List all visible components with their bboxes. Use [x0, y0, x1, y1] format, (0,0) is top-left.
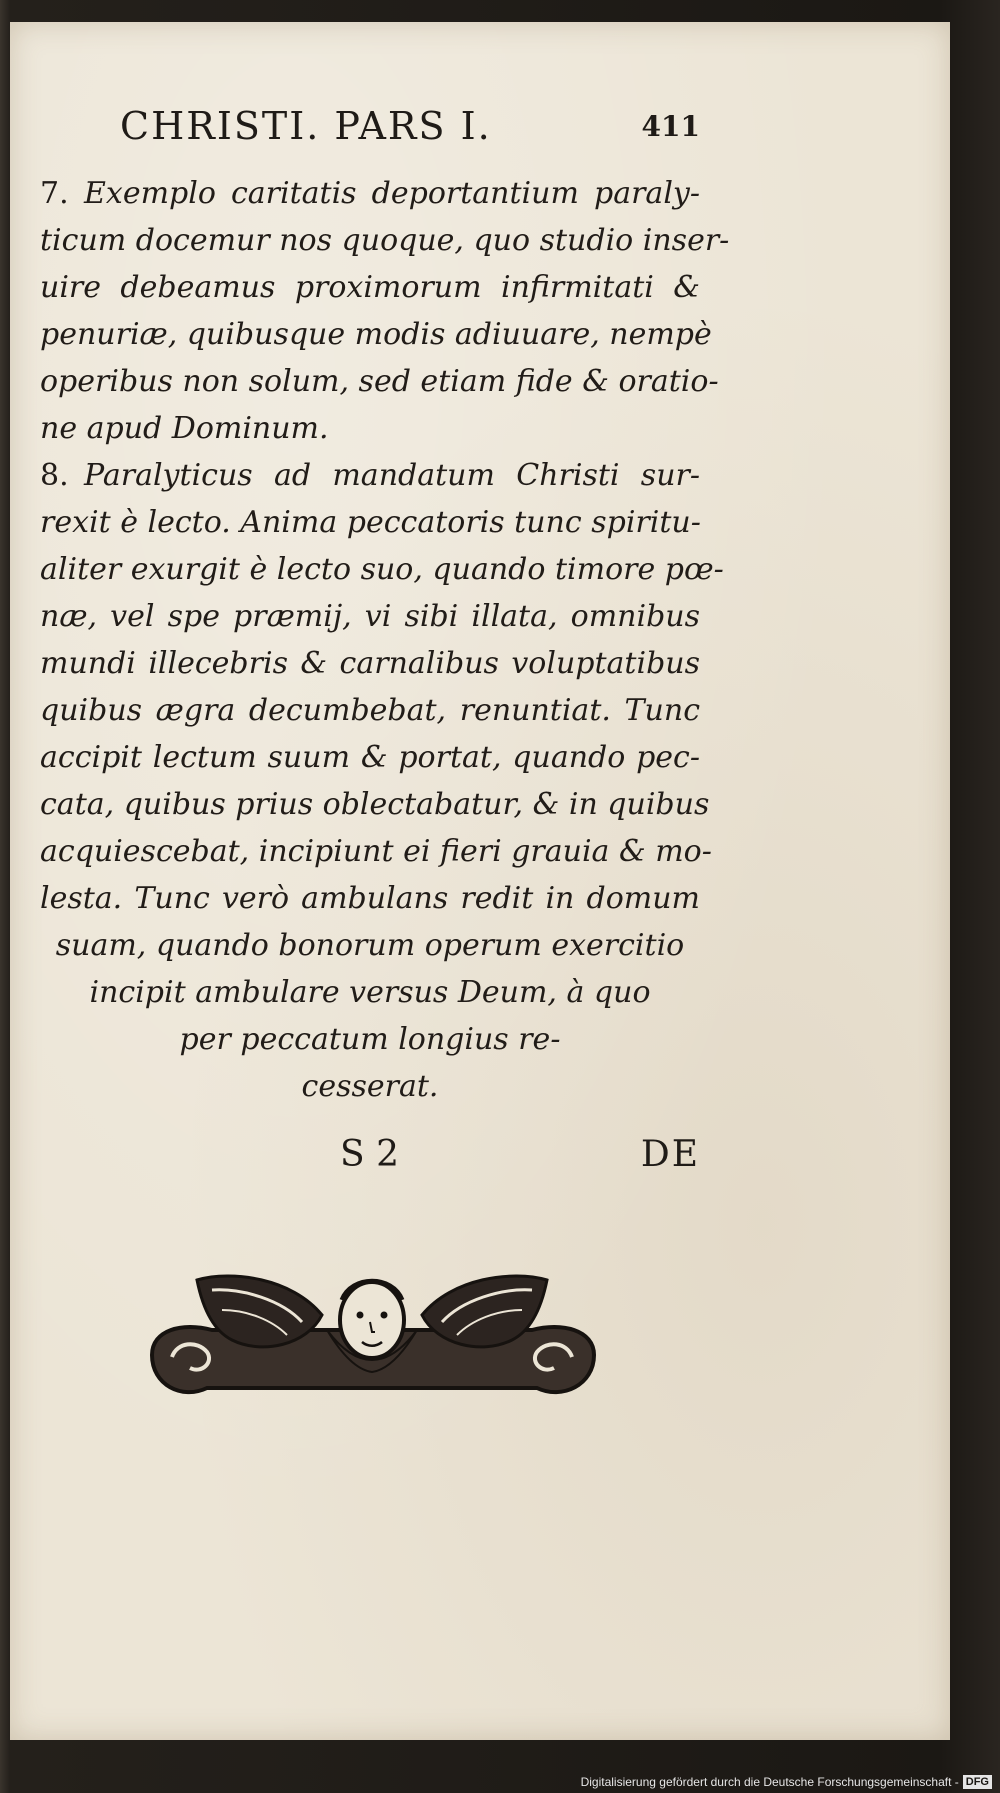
paragraph-7: [40, 170, 730, 452]
text-line: rexit è lecto. Anima peccatoris tunc spiritu-: [40, 505, 701, 540]
text-line: lesta. Tunc verò ambulans redit in domum: [40, 881, 700, 916]
text-line: ne apud Dominum.: [40, 411, 329, 446]
text-line: 8. Paralyticus ad mandatum Christi sur-: [40, 452, 700, 499]
folio-number: 411: [641, 110, 700, 143]
body-text: [40, 170, 730, 1110]
paragraph-number: 7.: [40, 176, 69, 211]
text-line: ticum docemur nos quoque, quo studio inser-: [40, 223, 730, 258]
catchword: DE: [640, 1134, 700, 1175]
text-line: penuriæ, quibusque modis adiuuare, nempè: [40, 317, 712, 352]
signature-mark: S 2: [340, 1134, 400, 1175]
text-line: operibus non solum, sed etiam fide & oratio-: [40, 364, 719, 399]
text-line: quibus ægra decumbebat, renuntiat. Tunc: [40, 693, 700, 728]
taper-line: incipit ambulare versus Deum, à quo: [89, 975, 651, 1010]
running-head: CHRISTI. PARS I.: [120, 104, 492, 148]
digitization-credit: [581, 1775, 992, 1789]
dfg-logo: DFG: [963, 1775, 992, 1789]
cherub-head-scroll-ornament-icon: [142, 1260, 602, 1410]
page-header: [120, 104, 700, 164]
text-line: acquiescebat, incipiunt ei fieri grauia & mo-: [40, 834, 712, 869]
taper-line: per peccatum longius re-: [179, 1022, 561, 1057]
signature-line: [340, 1134, 700, 1184]
text-line: 7. Exemplo caritatis deportantium paraly-: [40, 170, 700, 217]
credit-text: Digitalisierung gefördert durch die Deutsche Forschungsgemeinschaft -: [580, 1775, 959, 1789]
paragraph-8: [40, 452, 724, 1110]
paragraph-number: 8.: [40, 458, 69, 493]
text-line: næ, vel spe præmij, vi sibi illata, omnibus: [40, 599, 700, 634]
text-line: cata, quibus prius oblectabatur, & in quibus: [40, 787, 710, 822]
taper-line: suam, quando bonorum operum exercitio: [55, 928, 685, 963]
book-page: [10, 22, 950, 1740]
text-line: accipit lectum suum & portat, quando pec-: [40, 740, 700, 775]
text-line: mundi illecebris & carnalibus voluptatibus: [40, 646, 700, 681]
taper-line: cesserat.: [301, 1069, 439, 1104]
text-line: uire debeamus proximorum infirmitati &: [40, 270, 700, 305]
text-line: aliter exurgit è lecto suo, quando timore pœ-: [40, 552, 724, 587]
